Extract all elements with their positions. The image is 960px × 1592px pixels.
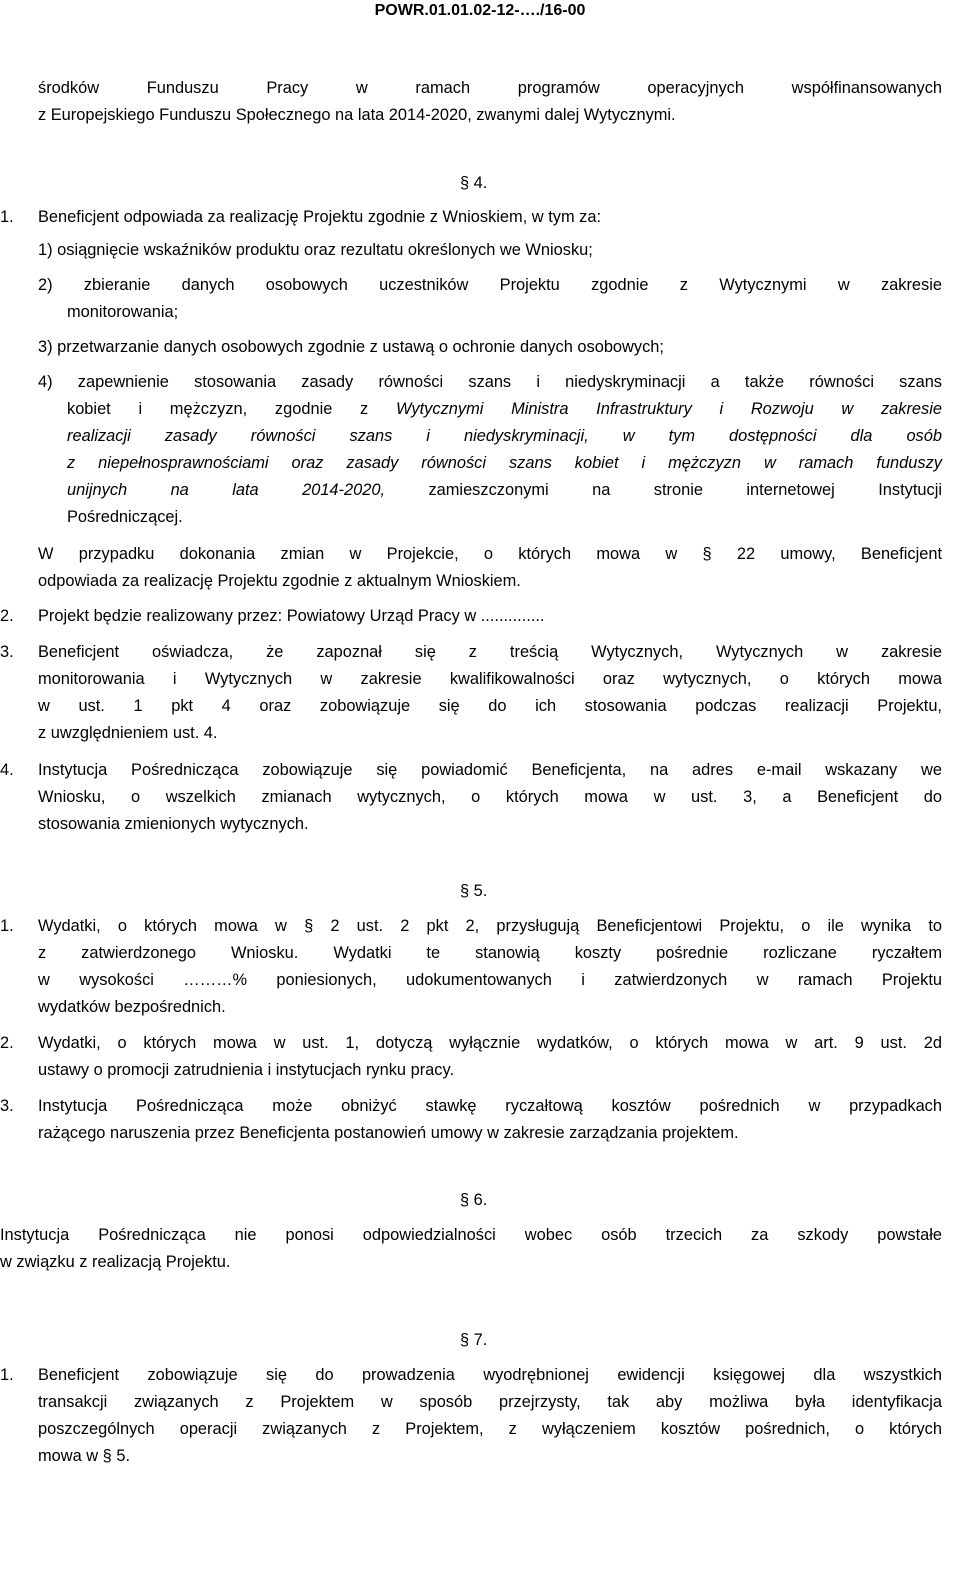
list-item: 3) przetwarzanie danych osobowych zgodnie z ustawą o ochronie danych osobowych; bbox=[38, 338, 664, 356]
italic-text-segment: unijnych na lata 2014-2020, bbox=[67, 481, 386, 499]
paragraph-line: ustawy o promocji zatrudnienia i instytucjach rynku pracy. bbox=[38, 1061, 455, 1079]
list-item-continuation bbox=[67, 399, 942, 419]
list-item-continuation: z niepełnosprawnościami oraz zasady równości szans kobiet i mężczyzn w ramach funduszy bbox=[67, 454, 942, 472]
list-item: 1) osiągnięcie wskaźników produktu oraz rezultatu określonych we Wniosku; bbox=[38, 241, 593, 259]
paragraph-line: środków Funduszu Pracy w ramach programów operacyjnych współfinansowanych bbox=[38, 79, 942, 97]
paragraph-line: Wydatki, o których mowa w ust. 1, dotyczą wyłącznie wydatków, o których mowa w art. 9 ust. 2d bbox=[38, 1034, 942, 1052]
paragraph-line: z uwzględnieniem ust. 4. bbox=[38, 724, 218, 742]
paragraph-line: Beneficjent zobowiązuje się do prowadzenia wyodrębnionej ewidencji księgowej dla wszystkich bbox=[38, 1366, 942, 1384]
item-number: 1. bbox=[0, 208, 14, 226]
paragraph-line: z Europejskiego Funduszu Społecznego na lata 2014-2020, zwanymi dalej Wytycznymi. bbox=[38, 106, 676, 124]
section-4-title: § 4. bbox=[460, 174, 488, 192]
section-6-title: § 6. bbox=[460, 1191, 488, 1209]
list-item-continuation: monitorowania; bbox=[67, 303, 179, 321]
list-item: 4) zapewnienie stosowania zasady równości szans i niedyskryminacji a także równości szans bbox=[38, 373, 942, 391]
paragraph-line: transakcji związanych z Projektem w sposób przejrzysty, tak aby możliwa była identyfikacja bbox=[38, 1393, 942, 1411]
paragraph-line: Wydatki, o których mowa w § 2 ust. 2 pkt 2, przysługują Beneficjentowi Projektu, o ile wynika to bbox=[38, 917, 942, 935]
paragraph-line: w wysokości ………% poniesionych, udokumentowanych i zatwierdzonych w ramach Projektu bbox=[38, 971, 942, 989]
item-number: 1. bbox=[0, 917, 14, 935]
paragraph-line: Projekt będzie realizowany przez: Powiatowy Urząd Pracy w .............. bbox=[38, 607, 545, 625]
paragraph-line: wydatków bezpośrednich. bbox=[38, 998, 226, 1016]
text-segment: kobiet i mężczyzn, zgodnie z bbox=[67, 400, 396, 418]
item-number: 3. bbox=[0, 1097, 14, 1115]
italic-text-segment: Wytycznymi Ministra Infrastruktury i Rozwoju w zakresie bbox=[395, 400, 942, 418]
paragraph-line: odpowiada za realizację Projektu zgodnie z aktualnym Wnioskiem. bbox=[38, 572, 521, 590]
section-5-title: § 5. bbox=[460, 882, 488, 900]
list-item-continuation bbox=[67, 480, 942, 500]
text-segment: zamieszczonymi na stronie internetowej Instytucji bbox=[385, 481, 942, 499]
paragraph-line: monitorowania i Wytycznych w zakresie kwalifikowalności oraz wytycznych, o których mowa bbox=[38, 670, 942, 688]
paragraph-line: stosowania zmienionych wytycznych. bbox=[38, 815, 309, 833]
paragraph-line: Instytucja Pośrednicząca nie ponosi odpowiedzialności wobec osób trzecich za szkody powstałe bbox=[0, 1226, 942, 1244]
paragraph-line: Instytucja Pośrednicząca zobowiązuje się powiadomić Beneficjenta, na adres e-mail wskazany we bbox=[38, 761, 942, 779]
section-7-title: § 7. bbox=[460, 1331, 488, 1349]
item-number: 2. bbox=[0, 607, 14, 625]
item-number: 1. bbox=[0, 1366, 14, 1384]
paragraph-line: rażącego naruszenia przez Beneficjenta postanowień umowy w zakresie zarządzania projektem. bbox=[38, 1124, 739, 1142]
paragraph-line: w ust. 1 pkt 4 oraz zobowiązuje się do ich stosowania podczas realizacji Projektu, bbox=[38, 697, 942, 715]
paragraph-line: Wniosku, o wszelkich zmianach wytycznych, o których mowa w ust. 3, a Beneficjent do bbox=[38, 788, 942, 806]
list-item-continuation: Pośredniczącej. bbox=[67, 508, 183, 526]
paragraph-line: Beneficjent oświadcza, że zapoznał się z treścią Wytycznych, Wytycznych w zakresie bbox=[38, 643, 942, 661]
item-number: 2. bbox=[0, 1034, 14, 1052]
item-number: 3. bbox=[0, 643, 14, 661]
paragraph-line: z zatwierdzonego Wniosku. Wydatki te stanowią koszty pośrednie rozliczane ryczałtem bbox=[38, 944, 942, 962]
list-item: 2) zbieranie danych osobowych uczestników Projektu zgodnie z Wytycznymi w zakresie bbox=[38, 276, 942, 294]
paragraph-line: w związku z realizacją Projektu. bbox=[0, 1253, 231, 1271]
paragraph-line: poszczególnych operacji związanych z Projektem, z wyłączeniem kosztów pośrednich, o których bbox=[38, 1420, 942, 1438]
item-number: 4. bbox=[0, 761, 14, 779]
list-item-continuation: realizacji zasady równości szans i niedyskryminacji, w tym dostępności dla osób bbox=[67, 427, 942, 445]
paragraph-line: mowa w § 5. bbox=[38, 1447, 131, 1465]
paragraph-line: W przypadku dokonania zmian w Projekcie, o których mowa w § 22 umowy, Beneficjent bbox=[38, 545, 942, 563]
paragraph-line: Instytucja Pośrednicząca może obniżyć stawkę ryczałtową kosztów pośrednich w przypadkach bbox=[38, 1097, 942, 1115]
document-header: POWR.01.01.02-12-…./16-00 bbox=[374, 2, 586, 19]
paragraph-line: Beneficjent odpowiada za realizację Projektu zgodnie z Wnioskiem, w tym za: bbox=[38, 208, 602, 226]
